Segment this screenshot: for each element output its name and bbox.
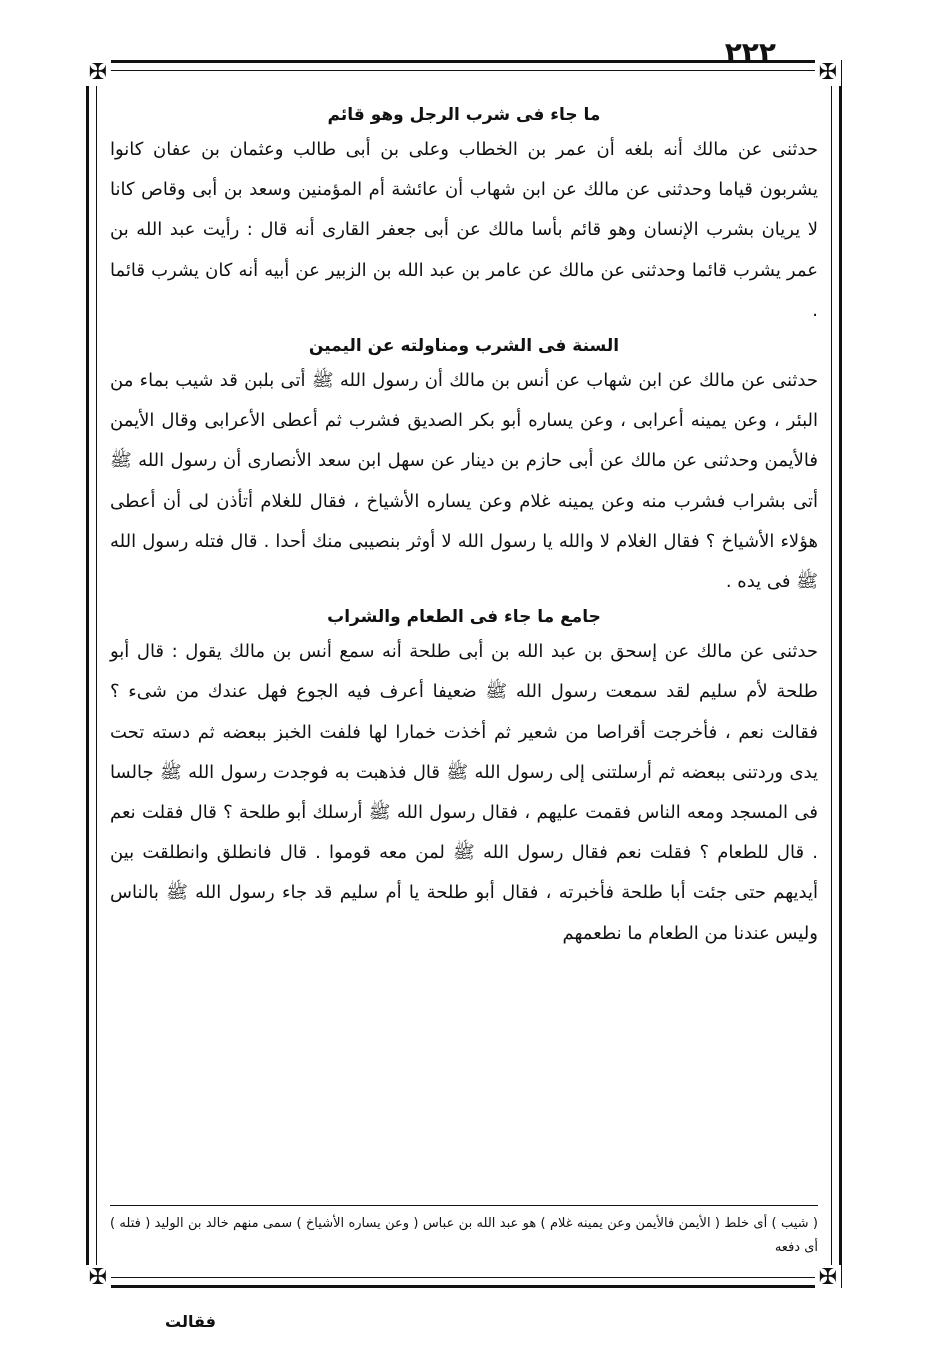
corner-ornament-icon: ✠ bbox=[815, 1265, 841, 1291]
footnote: ( شيب ) أى خلط ( الأيمن فالأيمن وعن يمينه غلام ) هو عبد الله بن عباس ( وعن يساره الأشياخ ) سمى منهم خالد بن الوليد ( فتله ) أى دفعه bbox=[110, 1216, 818, 1255]
section-paragraph: حدثنى عن مالك أنه بلغه أن عمر بن الخطاب وعلى بن أبى طالب وعثمان بن عفان كانوا يشربون قياما وحدثنى عن مالك عن ابن شهاب أن عائشة أم المؤمنين وسعد بن أبى وقاص كانا لا يريان بشرب الإنسان وهو قائم بأسا مالك عن أبى جعفر القارى أنه قال : رأيت عبد الله بن عمر يشرب قائما وحدثنى عن مالك عن عامر بن عبد الله بن الزبير عن أبيه أنه كان يشرب قائما . bbox=[110, 139, 818, 321]
section-paragraph: حدثنى عن مالك عن إسحق بن عبد الله بن أبى طلحة أنه سمع أنس بن مالك يقول : قال أبو طلحة لأم سليم لقد سمعت رسول الله ﷺ ضعيفا أعرف فيه الجوع فهل عندك من شىء ؟ فقالت نعم ، فأخرجت أقراصا من شعير ثم أخذت خمارا لها فلفت الخبز ببعضه ثم دسته تحت يدى وردتنى ببعضه ثم أرسلتنى إلى رسول الله ﷺ قال فذهبت به فوجدت رسول الله ﷺ جالسا فى المسجد ومعه الناس فقمت عليهم ، فقال رسول الله ﷺ أرسلك أبو طلحة ؟ قال فقلت نعم . قال للطعام ؟ فقلت نعم فقال رسول الله ﷺ لمن معه قوموا . قال فانطلق وانطلقت بين أيديهم حتى جئت أبا طلحة فأخبرته ، فقال أبو طلحة يا أم سليم قد جاء رسول الله ﷺ بالناس وليس عندنا من الطعام ما نطعمهم bbox=[110, 641, 818, 944]
corner-ornament-icon: ✠ bbox=[815, 60, 841, 86]
section-heading: السنة فى الشرب ومناولته عن اليمين bbox=[308, 336, 620, 357]
corner-ornament-icon: ✠ bbox=[85, 60, 111, 86]
corner-ornament-icon: ✠ bbox=[85, 1265, 111, 1291]
section-heading: ما جاء فى شرب الرجل وهو قائم bbox=[327, 105, 601, 125]
main-text bbox=[110, 100, 818, 954]
section-paragraph: حدثنى عن مالك عن ابن شهاب عن أنس بن مالك أن رسول الله ﷺ أتى بلبن قد شيب بماء من البئر ، وعن يمينه أعرابى ، وعن يساره أبو بكر الصديق فشرب ثم أعطى الأعرابى وقال الأيمن فالأيمن وحدثنى عن مالك عن أبى حازم بن دينار عن سهل ابن سعد الأنصارى أن رسول الله ﷺ أتى بشراب فشرب منه وعن يمينه غلام وعن يساره الأشياخ ، فقال للغلام أتأذن لى أن أعطى هؤلاء الأشياخ ؟ فقال الغلام لا والله يا رسول الله لا أوثر بنصيبى منك أحدا . قال فتله رسول الله ﷺ فى يده . bbox=[110, 370, 818, 593]
footnote-divider bbox=[110, 1205, 818, 1206]
page-number: ٢٢٢ bbox=[724, 36, 776, 69]
section-heading: جامع ما جاء فى الطعام والشراب bbox=[327, 607, 601, 628]
catchword: فقالت bbox=[165, 1312, 216, 1331]
